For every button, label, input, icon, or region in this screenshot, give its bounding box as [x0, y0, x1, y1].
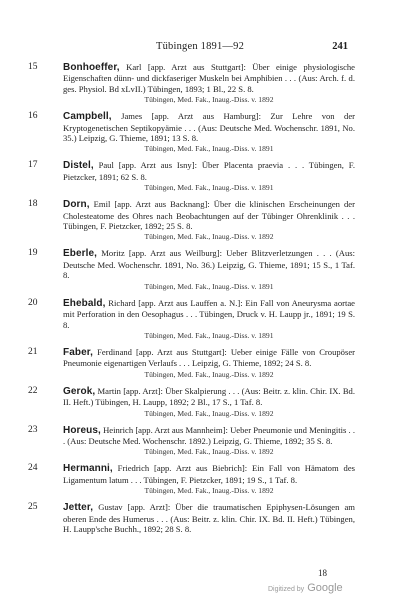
entry-body — [63, 298, 355, 330]
entry-number: 21 — [28, 346, 38, 357]
publication-note: Tübingen, Med. Fak., Inaug.-Diss. v. 1892 — [144, 95, 274, 105]
entry-body — [63, 111, 355, 143]
watermark-logo: Google — [307, 582, 343, 594]
entry-body — [63, 463, 355, 485]
page-header — [0, 41, 400, 55]
dissertation-list — [0, 62, 400, 541]
publication-note: Tübingen, Med. Fak., Inaug.-Diss. v. 1892 — [144, 232, 274, 242]
entry-text: James [app. Arzt aus Hamburg]: Zur Lehre von der Kryptogenetischen Septikopyämie . . . (Aus: Deutsche Med. Wochenschr. 1891, No. 35.) Leipzig, G. Thieme, 1891; 13 S. 8. — [63, 111, 355, 144]
author-name: Distel, — [63, 160, 94, 172]
entry-text: Gustav [app. Arzt]: Über die traumatischen Epiphysen-Lösungen am oberen Ende des Humerus . . . (Aus: Beitr. z. klin. Chir. IX. Bd. II. Heft.) Tübingen, H. Laupp'sche Buchh., 1892; 28 S. 8. — [63, 502, 355, 534]
entry-body — [63, 386, 355, 408]
author-name: Horeus, — [63, 424, 101, 436]
entry-text: Ferdinand [app. Arzt aus Stuttgart]: Ueber einige Fälle von Croupöser Pneumonie eigenartigen Verlaufs . . . Leipzig, G. Thieme, 1892; 24 S. 8. — [63, 346, 355, 369]
entry-body — [63, 62, 355, 94]
entry-body — [63, 347, 355, 369]
list-item — [28, 111, 355, 154]
entry-body — [63, 425, 355, 447]
author-name: Faber, — [63, 346, 94, 358]
list-item — [28, 297, 355, 340]
entry-number: 18 — [28, 199, 38, 210]
entry-text: Heinrich [app. Arzt aus Mannheim]: Ueber Pneumonie und Meningitis . . . (Aus: Deutsche Med. Wochenschr. 1892.) Leipzig, G. Thieme, 1892; 35 S. 8. — [63, 424, 355, 446]
page-number: 241 — [332, 41, 348, 52]
entry-text: Karl [app. Arzt aus Stuttgart]: Über einige physiologische Eigenschaften dünn- und dickfaseriger Muskeln bei Amphibien . . . (Aus: Arch. f. d. ges. Physiol. Bd xLvII.) Tübingen, 1893; 1 Bl., 22 S. 8. — [63, 62, 355, 94]
entry-text: Richard [app. Arzt aus Lauffen a. N.]: Ein Fall von Aneurysma aortae mit Perforation in den Oesophagus . . . Tübingen, Druck v. H. Laupp jr., 1891; 19 S. 8. — [63, 297, 355, 330]
author-name: Bonhoeffer, — [63, 62, 120, 73]
watermark-prefix: Digitized by — [268, 586, 305, 593]
entry-body — [63, 199, 355, 231]
entry-text: Moritz [app. Arzt aus Weilburg]: Ueber Blitzverletzungen . . . (Aus: Deutsche Med. Wochenschr. 1891, No. 36.) Leipzig, G. Thieme, 1891; 15 S., 1 Taf. 8. — [63, 248, 355, 281]
entry-number: 16 — [28, 111, 38, 122]
publication-note: Tübingen, Med. Fak., Inaug.-Diss. v. 1891 — [144, 144, 274, 154]
entry-text: Emil [app. Arzt aus Backnang]: Über die klinischen Erscheinungen der Cholesteatome des Ohres nach Beobachtungen auf der Tübinger Ohrenklinik . . . Tübingen, F. Pietzcker, 1892; 25 S. 8. — [63, 199, 355, 232]
author-name: Dorn, — [63, 199, 90, 211]
author-name: Campbell, — [63, 111, 112, 123]
publication-note: Tübingen, Med. Fak., Inaug.-Diss. v. 1892 — [144, 447, 274, 457]
entry-number: 19 — [28, 248, 38, 259]
entry-number: 20 — [28, 297, 38, 308]
author-name: Eberle, — [63, 248, 98, 260]
entry-body — [63, 248, 355, 280]
list-item — [28, 502, 355, 534]
entry-number: 23 — [28, 424, 38, 435]
publication-note: Tübingen, Med. Fak., Inaug.-Diss. v. 1891 — [144, 183, 274, 193]
publication-note: Tübingen, Med. Fak., Inaug.-Diss. v. 1892 — [144, 408, 274, 418]
author-name: Gerok, — [63, 385, 96, 397]
entry-body — [63, 502, 355, 534]
publication-note: Tübingen, Med. Fak., Inaug.-Diss. v. 1892 — [144, 486, 274, 496]
list-item — [28, 424, 355, 457]
entry-text: Martin [app. Arzt]: Über Skalpierung . . . (Aus: Beitr. z. klin. Chir. IX. Bd. II. Heft.) Tübingen, H. Laupp, 1892; 2 Bl., 17 S., 1 Taf. 8. — [63, 385, 355, 408]
entry-number: 24 — [28, 463, 38, 474]
entry-text: Paul [app. Arzt aus Isny]: Über Placenta praevia . . . Tübingen, F. Pietzcker, 1891; 62 S. 8. — [63, 160, 355, 182]
list-item — [28, 346, 355, 379]
signature-mark: 18 — [318, 568, 327, 578]
entry-number: 25 — [28, 502, 38, 513]
entry-number: 15 — [28, 62, 38, 72]
entry-number: 17 — [28, 160, 38, 171]
author-name: Ehebald, — [63, 297, 106, 309]
entry-number: 22 — [28, 385, 38, 396]
publication-note: Tübingen, Med. Fak., Inaug.-Diss. v. 1891 — [144, 281, 274, 291]
list-item — [28, 160, 355, 193]
entry-body — [63, 160, 355, 182]
watermark — [268, 582, 343, 594]
entry-text: Friedrich [app. Arzt aus Biebrich]: Ein Fall von Hämatom des Ligamentum latum . . . Tübingen, F. Pietzcker, 1891; 19 S., 1 Taf. 8. — [63, 463, 355, 485]
author-name: Hermanni, — [63, 463, 113, 475]
list-item — [28, 385, 355, 418]
list-item — [28, 248, 355, 291]
publication-note: Tübingen, Med. Fak., Inaug.-Diss. v. 1892 — [144, 369, 274, 379]
publication-note: Tübingen, Med. Fak., Inaug.-Diss. v. 1891 — [144, 330, 274, 340]
list-item — [28, 199, 355, 242]
author-name: Jetter, — [63, 502, 94, 514]
list-item — [28, 62, 355, 105]
running-title: Tübingen 1891—92 — [155, 41, 245, 52]
list-item — [28, 463, 355, 496]
